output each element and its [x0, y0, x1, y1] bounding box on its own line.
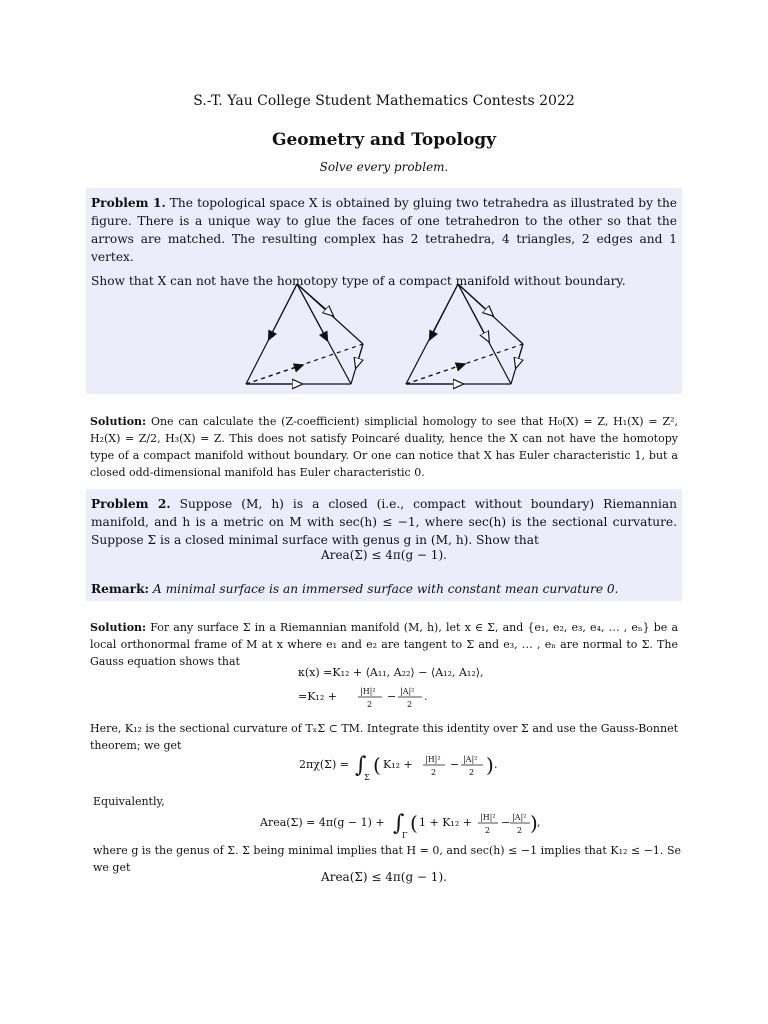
solution-1-text: One can calculate the (Z-coefficient) simplicial homology to see that H₀(X) = Z, H₁(X) = Z², H₂(X) = Z/2, H₃(X) = Z. This does not satisfy Poincaré duality, hence the X can not have the homotopy type of a compact manifold without boundary. Or one can notice that X has Euler characteristic 1, but a closed odd-dimensional manifold has Euler characteristic 0.: [90, 415, 678, 479]
remark-label: Remark:: [91, 582, 150, 596]
gb-k12: K₁₂ +: [383, 758, 413, 771]
problem-1-label: Problem 1.: [91, 196, 166, 210]
area-frac2-num: |A|²: [512, 813, 527, 822]
gb-end: .: [494, 758, 498, 771]
gauss-eq-end: .: [424, 690, 428, 703]
final-equation: Area(Σ) ≤ 4π(g − 1).: [321, 870, 447, 884]
gauss-eq-frac1-den: 2: [367, 700, 373, 709]
problem-1-statement: [91, 194, 677, 266]
page-subtitle: Solve every problem.: [319, 160, 449, 174]
here-paragraph: Here, K₁₂ is the sectional curvature of TₓΣ ⊂ TM. Integrate this identity over Σ and use the Gauss-Bonnet theorem; we get: [90, 722, 678, 752]
area-frac2-den: 2: [517, 826, 523, 835]
problem-2-statement: [91, 495, 677, 549]
area-frac1-den: 2: [485, 826, 491, 835]
remark-text: A minimal surface is an immersed surface with constant mean curvature 0.: [152, 582, 619, 596]
solution-1-label: Solution:: [90, 415, 147, 428]
gauss-eq-line2-prefix: =K₁₂ +: [298, 690, 337, 703]
gauss-equation: [290, 662, 590, 712]
problem-2-equation: Area(Σ) ≤ 4π(g − 1).: [321, 548, 447, 562]
gauss-eq-minus: −: [387, 690, 397, 703]
area-paren-close: ): [530, 811, 538, 835]
gb-frac2-num: |A|²: [463, 755, 478, 764]
gb-frac2-den: 2: [469, 768, 475, 777]
where-paragraph: where g is the genus of Σ. Σ being minimal implies that H = 0, and sec(h) ≤ −1 implies that K₁₂ ≤ −1. Se we get: [93, 844, 681, 874]
solution-2-text: For any surface Σ in a Riemannian manifold (M, h), let x ∈ Σ, and {e₁, e₂, e₃, e₄, … , eₙ} be a local orthonormal frame of M at x where e₁ and e₂ are tangent to Σ and e₃, … , eₙ are normal to Σ. The Gauss equation shows that: [90, 621, 678, 668]
problem-2-text: Suppose (M, h) is a closed (i.e., compact without boundary) Riemannian manifold, and h is a metric on M with sec(h) ≤ −1, where sec(h) is the sectional curvature. Suppose Σ is a closed minimal surface with genus g in (M, h). Show that: [91, 497, 677, 547]
gb-paren-close: ): [486, 753, 494, 777]
problem-2-label: Problem 2.: [91, 497, 171, 511]
area-frac1-num: |H|²: [480, 813, 496, 822]
gauss-eq-frac1-num: |H|²: [360, 687, 376, 696]
gb-paren-open: (: [373, 753, 381, 777]
area-end: ,: [537, 816, 541, 829]
solution-1: [90, 413, 678, 481]
area-lhs: Area(Σ) = 4π(g − 1) +: [260, 816, 385, 829]
gauss-eq-frac2-den: 2: [407, 700, 413, 709]
equivalently-text: Equivalently,: [93, 795, 165, 808]
remark: [91, 582, 619, 596]
gb-integral-sub: Σ: [364, 773, 370, 782]
area-paren-open: (: [410, 811, 418, 835]
gb-minus: −: [450, 758, 460, 771]
contest-header: S.-T. Yau College Student Mathematics Contests 2022: [193, 93, 575, 109]
gauss-eq-line1: κ(x) =K₁₂ + ⟨A₁₁, A₂₂⟩ − ⟨A₁₂, A₁₂⟩,: [298, 666, 484, 679]
area-integral-sign: ∫: [393, 811, 405, 836]
gb-lhs: 2πχ(Σ) =: [299, 758, 349, 771]
gauss-bonnet-equation: [297, 744, 557, 792]
problem-1-task: Show that X can not have the homotopy type of a compact manifold without boundary.: [91, 274, 626, 288]
gauss-eq-frac2-num: |A|²: [400, 687, 415, 696]
area-integral-sub: Γ: [402, 831, 408, 840]
page-title: Geometry and Topology: [271, 130, 497, 150]
gb-frac1-den: 2: [431, 768, 437, 777]
solution-2-label: Solution:: [90, 621, 147, 634]
problem-1-text: The topological space X is obtained by gluing two tetrahedra as illustrated by the figure. There is a unique way to glue the faces of one tetrahedron to the other so that the arrows are matched. The resulting complex has 2 tetrahedra, 4 triangles, 2 edges and 1 vertex.: [91, 196, 678, 264]
area-inner: 1 + K₁₂ +: [419, 816, 472, 829]
gb-frac1-num: |H|²: [425, 755, 441, 764]
gb-integral-sign: ∫: [355, 753, 367, 778]
area-minus: −: [501, 816, 511, 829]
problem-1-box: [86, 188, 682, 394]
